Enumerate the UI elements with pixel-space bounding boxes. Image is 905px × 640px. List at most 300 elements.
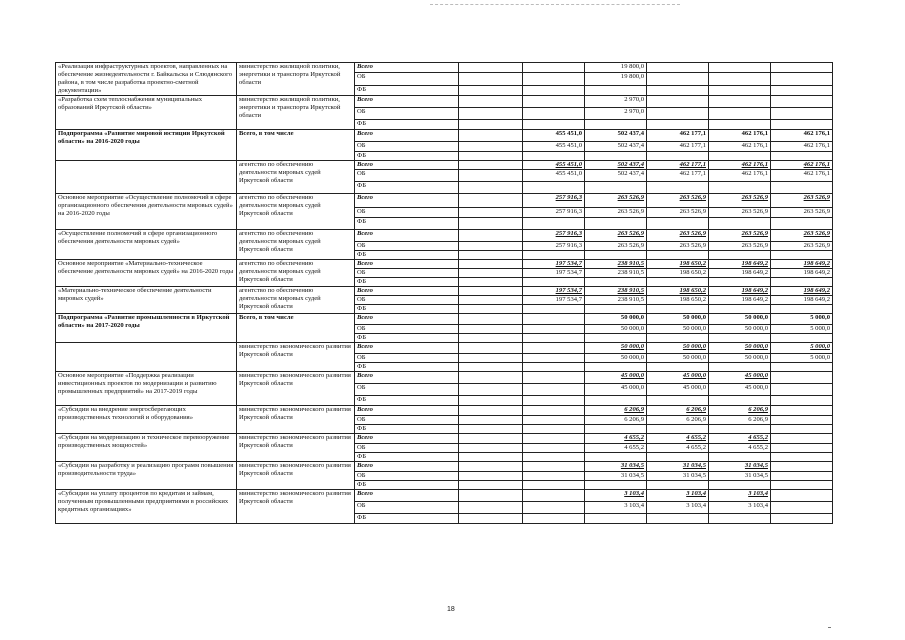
amount-cell: 198 649,2 [771, 260, 833, 269]
funding-source-cell: ОБ [355, 170, 459, 182]
amount-cell [459, 63, 523, 73]
executor-cell: агентство по обеспечению деятельности мировых судей Иркутской области [237, 194, 355, 230]
amount-cell [647, 363, 709, 372]
table-row [56, 406, 833, 416]
executor-cell: министерство экономического развития Иркутской области [237, 462, 355, 490]
amount-cell [771, 152, 833, 161]
amount-cell [459, 152, 523, 161]
funding-source-cell: ФБ [355, 251, 459, 260]
amount-cell: 462 176,1 [709, 161, 771, 170]
amount-cell: 263 526,9 [585, 208, 647, 218]
amount-cell: 45 000,0 [585, 384, 647, 396]
amount-cell [459, 363, 523, 372]
funding-source-cell: ОБ [355, 142, 459, 152]
amount-cell [459, 490, 523, 502]
amount-cell [523, 502, 585, 514]
funding-source-cell: Всего [355, 194, 459, 208]
amount-cell: 31 034,5 [585, 462, 647, 472]
amount-cell: 4 655,2 [647, 444, 709, 453]
amount-cell [459, 130, 523, 142]
executor-cell: министерство экономического развития Иркутской области [237, 406, 355, 434]
amount-cell [459, 182, 523, 194]
table-row [56, 260, 833, 269]
amount-cell [771, 462, 833, 472]
amount-cell [709, 453, 771, 462]
amount-cell: 455 451,0 [523, 142, 585, 152]
amount-cell [459, 230, 523, 242]
amount-cell: 3 103,4 [647, 502, 709, 514]
funding-source-cell: ФБ [355, 514, 459, 524]
amount-cell [585, 218, 647, 230]
amount-cell [771, 363, 833, 372]
amount-cell: 263 526,9 [771, 242, 833, 251]
table-row [56, 372, 833, 384]
amount-cell [459, 384, 523, 396]
amount-cell [647, 396, 709, 406]
amount-cell [459, 269, 523, 278]
amount-cell [585, 425, 647, 434]
amount-cell: 50 000,0 [585, 325, 647, 334]
funding-source-cell: Всего [355, 230, 459, 242]
funding-source-cell: ОБ [355, 502, 459, 514]
amount-cell [523, 85, 585, 95]
funding-source-cell: Всего [355, 314, 459, 325]
amount-cell [709, 120, 771, 130]
funding-source-cell: Всего [355, 406, 459, 416]
amount-cell: 4 655,2 [709, 444, 771, 453]
amount-cell [771, 334, 833, 343]
amount-cell [647, 73, 709, 85]
amount-cell: 2 970,0 [585, 96, 647, 108]
amount-cell [523, 396, 585, 406]
amount-cell [523, 120, 585, 130]
amount-cell: 197 534,7 [523, 296, 585, 305]
top-scan-rule [430, 4, 680, 6]
funding-source-cell: Всего [355, 63, 459, 73]
amount-cell [459, 462, 523, 472]
amount-cell: 198 649,2 [771, 287, 833, 296]
amount-cell: 197 534,7 [523, 260, 585, 269]
amount-cell [771, 73, 833, 85]
amount-cell: 50 000,0 [647, 354, 709, 363]
amount-cell [647, 278, 709, 287]
amount-cell: 257 916,3 [523, 230, 585, 242]
amount-cell [771, 425, 833, 434]
amount-cell: 198 649,2 [709, 269, 771, 278]
amount-cell: 455 451,0 [523, 130, 585, 142]
amount-cell: 197 534,7 [523, 269, 585, 278]
amount-cell [523, 278, 585, 287]
funding-source-cell: Всего [355, 372, 459, 384]
amount-cell: 31 034,5 [709, 462, 771, 472]
amount-cell [585, 278, 647, 287]
amount-cell [523, 251, 585, 260]
amount-cell: 45 000,0 [647, 372, 709, 384]
amount-cell [585, 514, 647, 524]
amount-cell: 19 800,0 [585, 63, 647, 73]
amount-cell [459, 354, 523, 363]
amount-cell [459, 296, 523, 305]
amount-cell: 50 000,0 [709, 314, 771, 325]
executor-cell: министерство экономического развития Иркутской области [237, 372, 355, 406]
amount-cell [709, 396, 771, 406]
amount-cell [585, 182, 647, 194]
amount-cell [647, 63, 709, 73]
amount-cell [523, 384, 585, 396]
scan-mark [828, 627, 831, 628]
amount-cell [459, 305, 523, 314]
funding-source-cell: ФБ [355, 363, 459, 372]
table-row [56, 462, 833, 472]
amount-cell [523, 73, 585, 85]
executor-cell: агентство по обеспечению деятельности мировых судей Иркутской области [237, 287, 355, 314]
amount-cell [523, 372, 585, 384]
amount-cell [523, 218, 585, 230]
amount-cell [771, 182, 833, 194]
amount-cell: 3 103,4 [709, 502, 771, 514]
amount-cell [709, 251, 771, 260]
amount-cell [459, 434, 523, 444]
amount-cell [771, 108, 833, 120]
measure-name-cell: «Осуществление полномочий в сфере организационного обеспечения деятельности мировых судей» [56, 230, 237, 260]
amount-cell [459, 85, 523, 95]
amount-cell: 50 000,0 [585, 343, 647, 354]
amount-cell [709, 182, 771, 194]
amount-cell [585, 453, 647, 462]
budget-table-sheet [55, 62, 833, 524]
funding-source-cell: ФБ [355, 334, 459, 343]
measure-name-cell: Основное мероприятие «Поддержка реализации инвестиционных проектов по модернизации и развитию промышленных предприятий» на 2017-2019 годы [56, 372, 237, 406]
amount-cell [459, 170, 523, 182]
amount-cell [771, 434, 833, 444]
amount-cell: 263 526,9 [709, 208, 771, 218]
amount-cell [523, 314, 585, 325]
amount-cell [771, 453, 833, 462]
executor-cell: министерство жилищной политики, энергетики и транспорта Иркутской области [237, 63, 355, 96]
funding-source-cell: ФБ [355, 120, 459, 130]
amount-cell: 6 206,9 [585, 406, 647, 416]
amount-cell [647, 120, 709, 130]
amount-cell: 31 034,5 [647, 462, 709, 472]
table-row [56, 161, 833, 170]
amount-cell [709, 218, 771, 230]
amount-cell: 455 451,0 [523, 170, 585, 182]
executor-cell: министерство экономического развития Иркутской области [237, 343, 355, 372]
amount-cell: 455 451,0 [523, 161, 585, 170]
amount-cell: 462 177,1 [647, 130, 709, 142]
amount-cell [709, 514, 771, 524]
amount-cell [523, 108, 585, 120]
amount-cell [709, 96, 771, 108]
amount-cell [523, 343, 585, 354]
amount-cell: 263 526,9 [585, 194, 647, 208]
amount-cell: 3 103,4 [647, 490, 709, 502]
amount-cell [523, 462, 585, 472]
amount-cell [459, 416, 523, 425]
measure-name-cell [56, 343, 237, 372]
table-row [56, 287, 833, 296]
measure-name-cell: Основное мероприятие «Осуществление полномочий в сфере организационного обеспечения деятельности мировых судей» на 2016-2020 годы [56, 194, 237, 230]
amount-cell [459, 108, 523, 120]
amount-cell: 462 177,1 [647, 142, 709, 152]
amount-cell [647, 514, 709, 524]
amount-cell [647, 334, 709, 343]
amount-cell [771, 63, 833, 73]
amount-cell: 263 526,9 [771, 194, 833, 208]
amount-cell [709, 73, 771, 85]
amount-cell [771, 384, 833, 396]
executor-cell: агентство по обеспечению деятельности мировых судей Иркутской области [237, 161, 355, 194]
amount-cell [647, 305, 709, 314]
measure-name-cell: «Субсидии на внедрение энергосберегающих производственных технологий и оборудования» [56, 406, 237, 434]
amount-cell [459, 406, 523, 416]
amount-cell [523, 416, 585, 425]
amount-cell [523, 182, 585, 194]
amount-cell: 238 910,5 [585, 260, 647, 269]
funding-source-cell: ФБ [355, 278, 459, 287]
amount-cell: 257 916,3 [523, 208, 585, 218]
executor-cell: министерство жилищной политики, энергетики и транспорта Иркутской области [237, 96, 355, 130]
amount-cell [459, 453, 523, 462]
amount-cell [647, 425, 709, 434]
funding-source-cell: ФБ [355, 425, 459, 434]
amount-cell [771, 472, 833, 481]
amount-cell [459, 325, 523, 334]
funding-source-cell: Всего [355, 434, 459, 444]
amount-cell [523, 96, 585, 108]
amount-cell: 198 649,2 [771, 296, 833, 305]
measure-name-cell: Основное мероприятие «Материально-техническое обеспечение деятельности мировых судей» на 2016-2020 годы [56, 260, 237, 287]
amount-cell [771, 502, 833, 514]
amount-cell: 462 176,1 [709, 130, 771, 142]
table-row [56, 63, 833, 73]
measure-name-cell [56, 161, 237, 194]
amount-cell [523, 305, 585, 314]
amount-cell [585, 396, 647, 406]
amount-cell [523, 472, 585, 481]
amount-cell: 257 916,3 [523, 242, 585, 251]
amount-cell [771, 490, 833, 502]
amount-cell [771, 85, 833, 95]
amount-cell [585, 120, 647, 130]
amount-cell [771, 278, 833, 287]
funding-source-cell: Всего [355, 161, 459, 170]
amount-cell: 263 526,9 [709, 194, 771, 208]
amount-cell [459, 96, 523, 108]
amount-cell: 6 206,9 [647, 416, 709, 425]
amount-cell [459, 120, 523, 130]
amount-cell: 6 206,9 [709, 416, 771, 425]
amount-cell [523, 444, 585, 453]
amount-cell [709, 108, 771, 120]
funding-source-cell: ФБ [355, 182, 459, 194]
amount-cell [459, 194, 523, 208]
amount-cell: 31 034,5 [709, 472, 771, 481]
amount-cell [709, 305, 771, 314]
amount-cell: 198 649,2 [709, 287, 771, 296]
amount-cell [459, 425, 523, 434]
amount-cell [523, 354, 585, 363]
amount-cell: 462 176,1 [771, 130, 833, 142]
amount-cell [771, 120, 833, 130]
amount-cell [523, 334, 585, 343]
amount-cell [585, 251, 647, 260]
funding-source-cell: ФБ [355, 396, 459, 406]
amount-cell: 263 526,9 [771, 230, 833, 242]
amount-cell: 50 000,0 [585, 314, 647, 325]
amount-cell: 263 526,9 [585, 242, 647, 251]
measure-name-cell: Подпрограмма «Развитие промышленности в Иркутской области» на 2017-2020 годы [56, 314, 237, 343]
amount-cell [523, 481, 585, 490]
amount-cell [459, 161, 523, 170]
amount-cell: 462 176,1 [771, 161, 833, 170]
budget-table [55, 62, 833, 524]
amount-cell [523, 63, 585, 73]
amount-cell: 45 000,0 [709, 372, 771, 384]
amount-cell [585, 363, 647, 372]
amount-cell: 31 034,5 [647, 472, 709, 481]
amount-cell: 198 649,2 [709, 260, 771, 269]
amount-cell [771, 406, 833, 416]
amount-cell: 31 034,5 [585, 472, 647, 481]
measure-name-cell: «Субсидии на уплату процентов по кредитам и займам, полученным промышленными предприятиями в российских кредитных организациях» [56, 490, 237, 524]
table-row [56, 343, 833, 354]
amount-cell: 198 650,2 [647, 287, 709, 296]
funding-source-cell: ФБ [355, 85, 459, 95]
amount-cell [459, 251, 523, 260]
amount-cell [709, 425, 771, 434]
amount-cell: 5 000,0 [771, 325, 833, 334]
amount-cell: 198 650,2 [647, 296, 709, 305]
amount-cell: 263 526,9 [647, 208, 709, 218]
amount-cell: 3 103,4 [709, 490, 771, 502]
amount-cell [647, 85, 709, 95]
amount-cell [771, 514, 833, 524]
amount-cell: 50 000,0 [647, 314, 709, 325]
amount-cell: 238 910,5 [585, 287, 647, 296]
amount-cell: 3 103,4 [585, 502, 647, 514]
amount-cell: 462 176,1 [771, 170, 833, 182]
amount-cell: 5 000,0 [771, 343, 833, 354]
funding-source-cell: Всего [355, 490, 459, 502]
amount-cell [647, 96, 709, 108]
amount-cell [709, 334, 771, 343]
amount-cell: 263 526,9 [647, 242, 709, 251]
amount-cell: 45 000,0 [647, 384, 709, 396]
amount-cell [523, 453, 585, 462]
amount-cell [647, 453, 709, 462]
funding-source-cell: ОБ [355, 269, 459, 278]
amount-cell [771, 396, 833, 406]
table-row [56, 96, 833, 108]
amount-cell [459, 73, 523, 85]
funding-source-cell: Всего [355, 343, 459, 354]
amount-cell: 462 177,1 [647, 161, 709, 170]
funding-source-cell: ОБ [355, 416, 459, 425]
funding-source-cell: ФБ [355, 481, 459, 490]
amount-cell: 4 655,2 [585, 434, 647, 444]
amount-cell [709, 85, 771, 95]
amount-cell [771, 416, 833, 425]
amount-cell: 4 655,2 [709, 434, 771, 444]
funding-source-cell: ФБ [355, 152, 459, 161]
amount-cell [771, 305, 833, 314]
amount-cell [709, 481, 771, 490]
amount-cell [523, 152, 585, 161]
executor-cell: агентство по обеспечению деятельности мировых судей Иркутской области [237, 230, 355, 260]
amount-cell: 198 650,2 [647, 269, 709, 278]
table-row [56, 230, 833, 242]
funding-source-cell: ОБ [355, 242, 459, 251]
amount-cell: 238 910,5 [585, 269, 647, 278]
amount-cell: 198 650,2 [647, 260, 709, 269]
amount-cell: 502 437,4 [585, 142, 647, 152]
amount-cell: 502 437,4 [585, 130, 647, 142]
amount-cell: 50 000,0 [709, 325, 771, 334]
amount-cell [647, 218, 709, 230]
amount-cell [459, 242, 523, 251]
amount-cell [459, 514, 523, 524]
funding-source-cell: ОБ [355, 444, 459, 453]
amount-cell [523, 434, 585, 444]
amount-cell: 5 000,0 [771, 314, 833, 325]
page-number: 18 [447, 606, 455, 613]
amount-cell [459, 142, 523, 152]
amount-cell [585, 152, 647, 161]
amount-cell [585, 305, 647, 314]
amount-cell [459, 343, 523, 354]
amount-cell [459, 372, 523, 384]
funding-source-cell: ФБ [355, 218, 459, 230]
funding-source-cell: Всего [355, 96, 459, 108]
amount-cell: 198 649,2 [771, 269, 833, 278]
amount-cell [523, 325, 585, 334]
amount-cell: 462 176,1 [771, 142, 833, 152]
executor-cell: Всего, в том числе [237, 130, 355, 161]
amount-cell [523, 406, 585, 416]
amount-cell [771, 481, 833, 490]
amount-cell [647, 251, 709, 260]
amount-cell: 263 526,9 [647, 194, 709, 208]
amount-cell: 462 176,1 [709, 142, 771, 152]
table-row [56, 490, 833, 502]
amount-cell [459, 502, 523, 514]
amount-cell [771, 372, 833, 384]
amount-cell: 263 526,9 [771, 208, 833, 218]
amount-cell: 263 526,9 [709, 242, 771, 251]
amount-cell [523, 490, 585, 502]
amount-cell: 263 526,9 [647, 230, 709, 242]
funding-source-cell: ФБ [355, 453, 459, 462]
table-row [56, 434, 833, 444]
amount-cell [459, 444, 523, 453]
amount-cell: 6 206,9 [647, 406, 709, 416]
amount-cell: 263 526,9 [585, 230, 647, 242]
measure-name-cell: «Субсидии на разработку и реализацию программ повышения производительности труда» [56, 462, 237, 490]
executor-cell: министерство экономического развития Иркутской области [237, 490, 355, 524]
amount-cell [771, 96, 833, 108]
amount-cell [459, 396, 523, 406]
funding-source-cell: ОБ [355, 73, 459, 85]
amount-cell: 197 534,7 [523, 287, 585, 296]
funding-source-cell: Всего [355, 287, 459, 296]
amount-cell [459, 260, 523, 269]
funding-source-cell: ОБ [355, 384, 459, 396]
amount-cell: 3 103,4 [585, 490, 647, 502]
amount-cell: 263 526,9 [709, 230, 771, 242]
amount-cell: 4 655,2 [647, 434, 709, 444]
amount-cell: 462 176,1 [709, 170, 771, 182]
